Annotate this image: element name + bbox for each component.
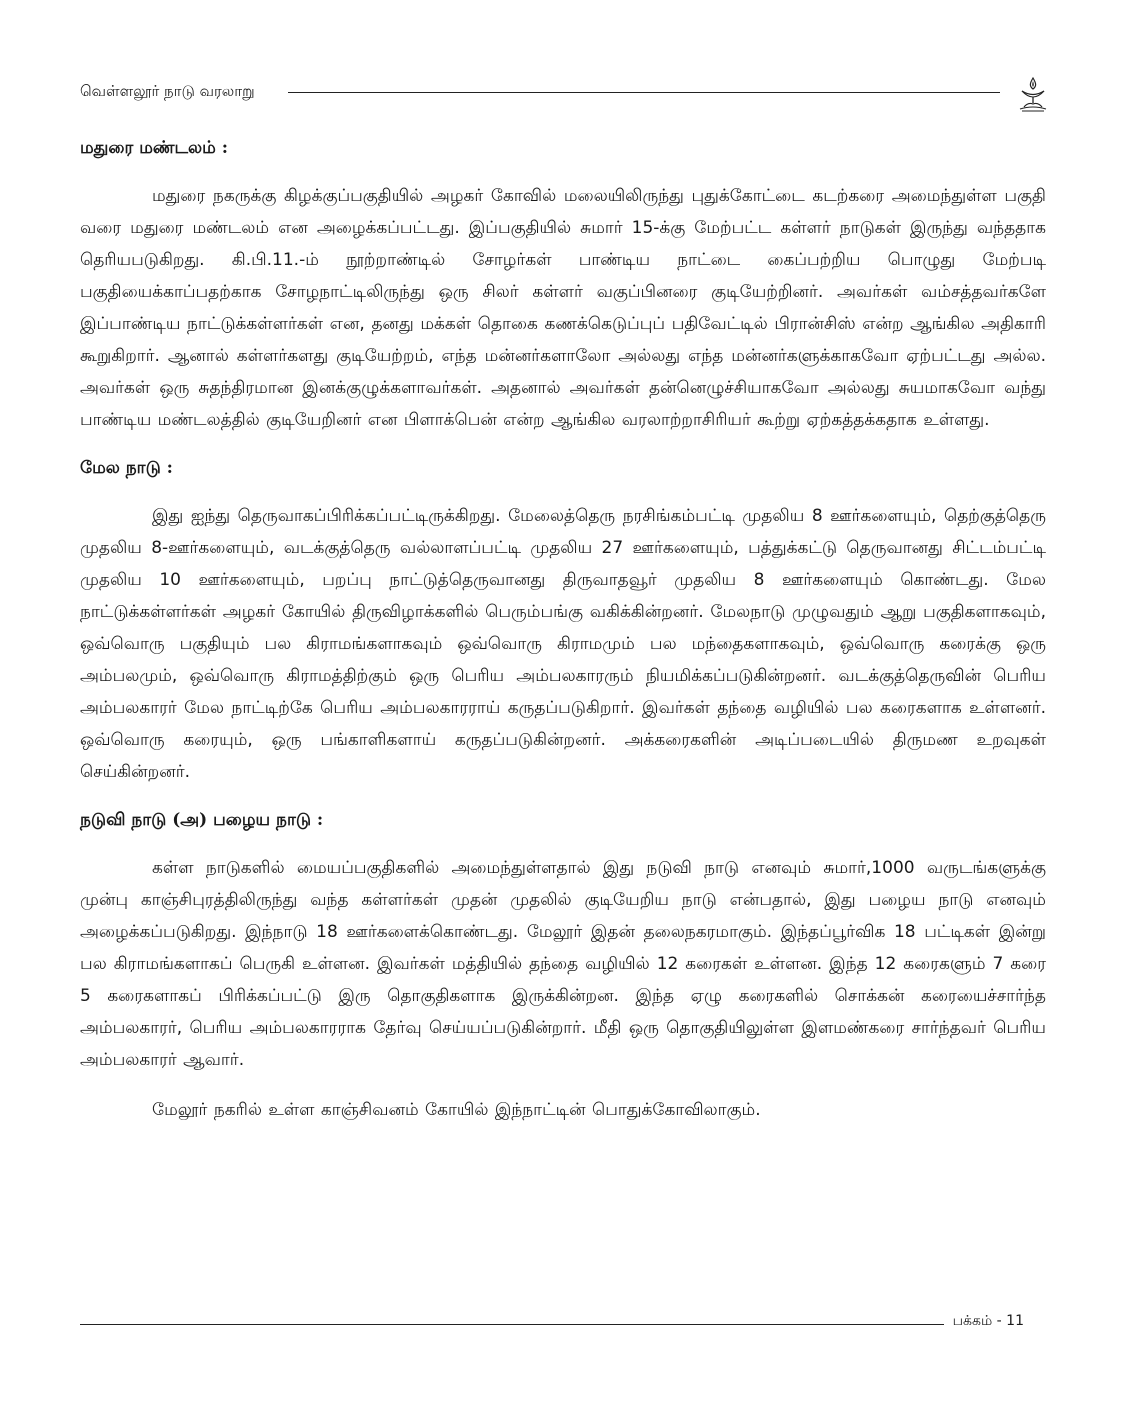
header-rule bbox=[288, 92, 1000, 93]
paragraph: கள்ள நாடுகளில் மையப்பகுதிகளில் அமைந்துள்ளதால் இது நடுவி நாடு எனவும் சுமார்,1000 வருடங்களுக்கு முன்பு காஞ்சிபுரத்திலிருந்து வந்த கள்ளர்கள் முதன் முதலில் குடியேறிய நாடு என்பதால், இது பழைய நாடு எனவும் அழைக்கப்படுகிறது. இந்நாடு 18 ஊர்களைக்கொண்டது. மேலூர் இதன் தலைநகரமாகும். இந்தப்பூர்விக 18 பட்டிகள் இன்று பல கிராமங்களாகப் பெருகி உள்ளன. இவர்கள் மத்தியில் தந்தை வழியில் 12 கரைகள் உள்ளன. இந்த 12 கரைகளும் 7 கரை 5 கரைகளாகப் பிரிக்கப்பட்டு இரு தொகுதிகளாக இருக்கின்றன. இந்த ஏழு கரைகளில் சொக்கன் கரையைச்சார்ந்த அம்பலகாரர், பெரிய அம்பலகாரராக தேர்வு செய்யப்படுகின்றார். மீதி ஒரு தொகுதியிலுள்ள இளமண்கரை சார்ந்தவர் பெரிய அம்பலகாரர் ஆவார். bbox=[80, 858, 1046, 1070]
running-title: வெள்ளலூர் நாடு வரலாறு bbox=[80, 82, 255, 100]
section-heading: நடுவி நாடு (அ) பழைய நாடு : bbox=[80, 810, 324, 830]
section-heading: மதுரை மண்டலம் : bbox=[80, 138, 229, 158]
section-mela-nadu bbox=[80, 454, 1046, 788]
paragraph: இது ஐந்து தெருவாகப்பிரிக்கப்பட்டிருக்கிறது. மேலைத்தெரு நரசிங்கம்பட்டி முதலிய 8 ஊர்களையும், தெற்குத்தெரு முதலிய 8-ஊர்களையும், வடக்குத்தெரு வல்லாளப்பட்டி முதலிய 27 ஊர்களையும், பத்துக்கட்டு தெருவானது சிட்டம்பட்டி முதலிய 10 ஊர்களையும், பறப்பு நாட்டுத்தெருவானது திருவாதவூர் முதலிய 8 ஊர்களையும் கொண்டது. மேல நாட்டுக்கள்ளர்கள் அழகர் கோயில் திருவிழாக்களில் பெரும்பங்கு வகிக்கின்றனர். மேலநாடு முழுவதும் ஆறு பகுதிகளாகவும், ஒவ்வொரு பகுதியும் பல கிராமங்களாகவும் ஒவ்வொரு கிராமமும் பல மந்தைகளாகவும், ஒவ்வொரு கரைக்கு ஒரு அம்பலமும், ஒவ்வொரு கிராமத்திற்கும் ஒரு பெரிய அம்பலகாரரும் நியமிக்கப்படுகின்றனர். வடக்குத்தெருவின் பெரிய அம்பலகாரர் மேல நாட்டிற்கே பெரிய அம்பலகாரராய் கருதப்படுகிறார். இவர்கள் தந்தை வழியில் பல கரைகளாக உள்ளனர். ஒவ்வொரு கரையும், ஒரு பங்காளிகளாய் கருதப்படுகின்றனர். அக்கரைகளின் அடிப்படையில் திருமண உறவுகள் செய்கின்றனர். bbox=[80, 506, 1046, 782]
section-naduvi-nadu bbox=[80, 806, 1046, 1126]
page-content bbox=[80, 128, 1046, 1144]
section-heading: மேல நாடு : bbox=[80, 458, 173, 478]
paragraph: மேலூர் நகரில் உள்ள காஞ்சிவனம் கோயில் இந்நாட்டின் பொதுக்கோவிலாகும். bbox=[152, 1100, 761, 1120]
paragraph: மதுரை நகருக்கு கிழக்குப்பகுதியில் அழகர் கோவில் மலையிலிருந்து புதுக்கோட்டை கடற்கரை அமைந்துள்ள பகுதி வரை மதுரை மண்டலம் என அழைக்கப்பட்டது. இப்பகுதியில் சுமார் 15-க்கு மேற்பட்ட கள்ளர் நாடுகள் இருந்து வந்ததாக தெரியபடுகிறது. கி.பி.11.-ம் நூற்றாண்டில் சோழர்கள் பாண்டிய நாட்டை கைப்பற்றிய பொழுது மேற்படி பகுதியைக்காப்பதற்காக சோழநாட்டிலிருந்து ஒரு சிலர் கள்ளர் வகுப்பினரை குடியேற்றினர். அவர்கள் வம்சத்தவர்களே இப்பாண்டிய நாட்டுக்கள்ளர்கள் என, தனது மக்கள் தொகை கணக்கெடுப்புப் பதிவேட்டில் பிரான்சிஸ் என்ற ஆங்கில அதிகாரி கூறுகிறார். ஆனால் கள்ளர்களது குடியேற்றம், எந்த மன்னர்களாலோ அல்லது எந்த மன்னர்களுக்காகவோ ஏற்பட்டது அல்ல. அவர்கள் ஒரு சுதந்திரமான இனக்குழுக்களாவர்கள். அதனால் அவர்கள் தன்னெழுச்சியாகவோ அல்லது சுயமாகவோ வந்து பாண்டிய மண்டலத்தில் குடியேறினர் என பிளாக்பென் என்ற ஆங்கில வரலாற்றாசிரியர் கூற்று ஏற்கத்தக்கதாக உள்ளது. bbox=[80, 186, 1046, 430]
page-footer bbox=[80, 1310, 1046, 1340]
page-number: பக்கம் - 11 bbox=[952, 1313, 1024, 1329]
footer-rule bbox=[80, 1324, 944, 1325]
section-madurai-mandalam bbox=[80, 134, 1046, 436]
page-header bbox=[80, 76, 1050, 112]
lamp-icon bbox=[1016, 76, 1050, 112]
